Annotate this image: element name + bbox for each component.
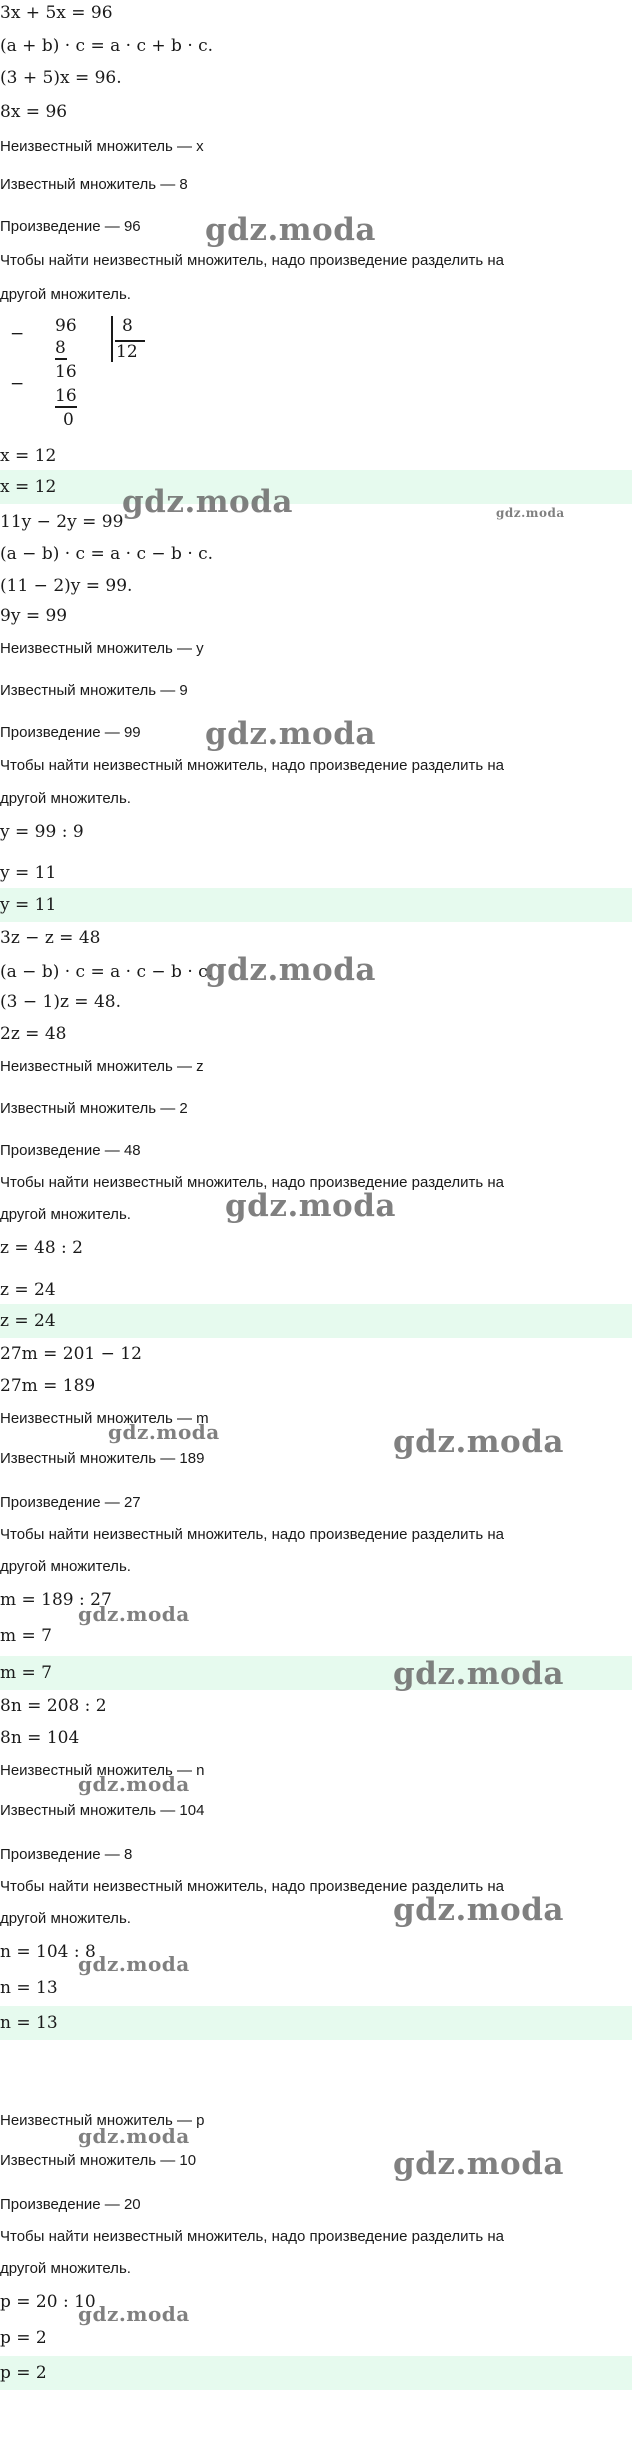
division-bar [111,316,113,362]
result-line: m = 189 : 27 [0,1590,112,1610]
rule-text: Чтобы найти неизвестный множитель, надо произведение разделить на [0,1878,504,1895]
product-text: Произведение — 48 [0,1142,141,1159]
unknown-factor-text: Неизвестный множитель — x [0,138,204,155]
equation-line: 9y = 99 [0,606,68,626]
equation-line: 3z − z = 48 [0,928,101,948]
watermark: gdz.moda [393,1656,564,1692]
product-text: Произведение — 96 [0,218,141,235]
unknown-factor-text: Неизвестный множитель — m [0,1410,209,1427]
equation-line: 8n = 104 [0,1728,80,1748]
result-line: p = 20 : 10 [0,2292,96,2312]
result-line: m = 7 [0,1626,52,1646]
result-line: x = 12 [0,446,57,466]
remainder: 0 [63,410,74,430]
answer: p = 2 [0,2363,47,2383]
watermark: gdz.moda [108,1420,220,1444]
equation-line: (3 + 5)x = 96. [0,68,122,88]
result-line: z = 48 : 2 [0,1238,83,1258]
unknown-factor-text: Неизвестный множитель — p [0,2112,205,2129]
equation-line: (11 − 2)y = 99. [0,576,133,596]
known-factor-text: Известный множитель — 104 [0,1802,205,1819]
equation-line: 11y − 2y = 99 [0,512,124,532]
watermark: gdz.moda [78,1952,190,1976]
watermark: gdz.moda [225,1188,396,1224]
underline [55,358,67,360]
answer: z = 24 [0,1311,56,1331]
watermark: gdz.moda [496,506,565,520]
answer-highlight [0,888,632,922]
minus-sign: − [10,374,25,394]
known-factor-text: Известный множитель — 8 [0,176,188,193]
unknown-factor-text: Неизвестный множитель — n [0,1762,205,1779]
watermark: gdz.moda [78,2302,190,2326]
watermark: gdz.moda [393,1892,564,1928]
remainder: 16 [55,362,77,382]
rule-text: другой множитель. [0,1206,131,1223]
known-factor-text: Известный множитель — 189 [0,1450,205,1467]
product-text: Произведение — 20 [0,2196,141,2213]
answer-highlight [0,2006,632,2040]
known-factor-text: Известный множитель — 2 [0,1100,188,1117]
equation-line: 8x = 96 [0,102,68,122]
long-division [0,316,150,436]
divisor: 8 [122,316,133,336]
answer-highlight [0,2356,632,2390]
rule-text: Чтобы найти неизвестный множитель, надо произведение разделить на [0,1174,504,1191]
unknown-factor-text: Неизвестный множитель — y [0,640,204,657]
minus-sign: − [10,324,25,344]
watermark: gdz.moda [205,212,376,248]
dividend: 96 [55,316,77,336]
equation-line: 27m = 189 [0,1376,96,1396]
result-line: n = 104 : 8 [0,1942,96,1962]
answer: n = 13 [0,2013,58,2033]
watermark: gdz.moda [122,484,293,520]
product-text: Произведение — 27 [0,1494,141,1511]
result-line: y = 99 : 9 [0,822,84,842]
product-text: Произведение — 99 [0,724,141,741]
rule-text: другой множитель. [0,790,131,807]
subtrahend: 8 [55,338,66,358]
equation-line: 27m = 201 − 12 [0,1344,142,1364]
answer: x = 12 [0,477,57,497]
result-line: n = 13 [0,1978,58,1998]
watermark: gdz.moda [78,1772,190,1796]
rule-text: Чтобы найти неизвестный множитель, надо произведение разделить на [0,757,504,774]
rule-text: Чтобы найти неизвестный множитель, надо произведение разделить на [0,252,504,269]
answer-highlight [0,470,632,504]
equation-line: (3 − 1)z = 48. [0,992,121,1012]
result-line: p = 2 [0,2328,47,2348]
result-line: y = 11 [0,863,57,883]
equation-line: 8n = 208 : 2 [0,1696,107,1716]
watermark: gdz.moda [78,2124,190,2148]
rule-text: Чтобы найти неизвестный множитель, надо произведение разделить на [0,1526,504,1543]
rule-text: другой множитель. [0,2260,131,2277]
answer: y = 11 [0,895,57,915]
equation-line: 2z = 48 [0,1024,67,1044]
watermark: gdz.moda [205,952,376,988]
watermark: gdz.moda [393,2146,564,2182]
underline [55,406,77,408]
known-factor-text: Известный множитель — 10 [0,2152,197,2169]
subtrahend: 16 [55,386,77,406]
answer-highlight [0,1304,632,1338]
product-text: Произведение — 8 [0,1846,133,1863]
rule-text: другой множитель. [0,1910,131,1927]
distributive-rule: (a + b) · c = a · c + b · c. [0,36,214,56]
distributive-rule: (a − b) · c = a · c − b · c. [0,544,214,564]
equation-line: 3x + 5x = 96 [0,3,113,23]
watermark: gdz.moda [393,1424,564,1460]
rule-text: Чтобы найти неизвестный множитель, надо произведение разделить на [0,2228,504,2245]
watermark: gdz.moda [78,1602,190,1626]
quotient: 12 [116,342,138,362]
rule-text: другой множитель. [0,1558,131,1575]
answer: m = 7 [0,1663,52,1683]
rule-text: другой множитель. [0,286,131,303]
unknown-factor-text: Неизвестный множитель — z [0,1058,204,1075]
known-factor-text: Известный множитель — 9 [0,682,188,699]
watermark: gdz.moda [205,716,376,752]
distributive-rule: (a − b) · c = a · c − b · c. [0,962,214,982]
result-line: z = 24 [0,1280,56,1300]
